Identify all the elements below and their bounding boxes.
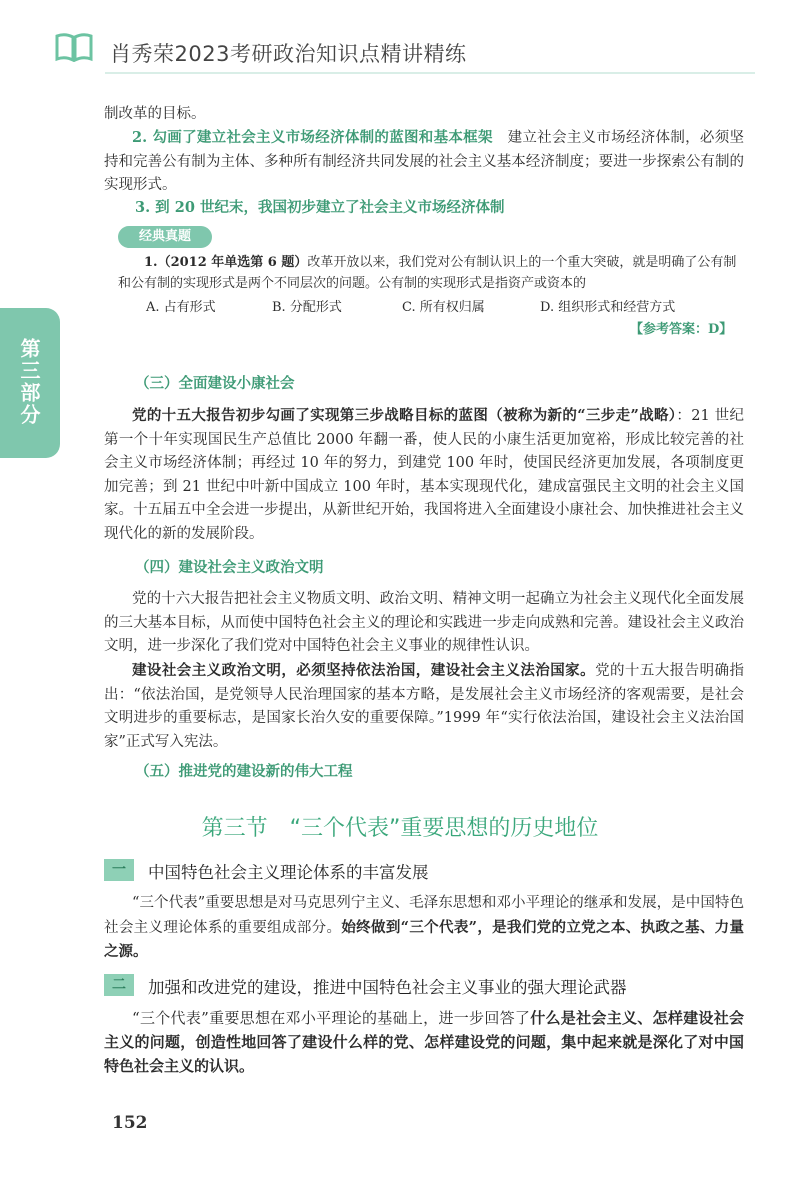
exam-source: 1.（2012 年单选第 6 题） (144, 255, 308, 270)
section-4-para-2-bold: 建设社会主义政治文明，必须坚持依法治国，建设社会主义法治国家。 (132, 662, 596, 679)
part-side-tab (0, 308, 60, 458)
section-3-lead: 党的十五大报告初步勾画了实现第三步战略目标的蓝图（被称为新的“三步走”战略） (132, 407, 677, 424)
open-book-icon (55, 32, 93, 62)
subsection-2-bold: 什么是社会主义、怎样建设社会主义的问题，创造性地回答了建设什么样的党、怎样建设党的问题，集中起来就是深化了对中国特色社会主义的认识。 (104, 1009, 744, 1075)
section-3-heading: （三）全面建设小康社会 (135, 375, 295, 392)
reference-answer: 【参考答案：D】 (630, 322, 733, 337)
section-4-para-1: 党的十六大报告把社会主义物质文明、政治文明、精神文明一起确立为社会主义现代化全面发展的三大基本目标，从而使中国特色社会主义的理论和实践进一步走向成熟和完善。建设社会主义政治文明，进一步深化了我们党对中国特色社会主义事业的规律性认识。 (104, 591, 744, 654)
point-2-title: 2. 勾画了建立社会主义市场经济体制的蓝图和基本框架 (132, 129, 493, 146)
section-3-body (104, 404, 744, 546)
section-4-para-2-text: 党的十五大报告明确指出：“依法治国，是党领导人民治理国家的基本方略，是发展社会主义市场经济的客观需要，是社会文明进步的重要标志，是国家长治久安的重要保障。”1999 年“实行依法治国，建设社会主义法治国家”正式写入宪法。 (104, 663, 744, 750)
option-a: A. 占有形式 (146, 300, 216, 315)
section-3-text: ：21 世纪第一个十年实现国民生产总值比 2000 年翻一番，使人民的小康生活更加宽裕，形成比较完善的社会主义市场经济体制；再经过 10 年的努力，到建党 100 年时，使国民经济更加发展，各项制度更加完善；到 21 世纪中叶新中国成立 100 年时，基本实现现代化，建成富强民主文明的社会主义国家。十五届五中全会进一步提出，从新世纪开始，我国将进入全面建设小康社会、加快推进社会主义现代化的新的发展阶段。 (104, 408, 744, 542)
subsection-1-number: 一 (104, 859, 134, 881)
page-header (0, 0, 800, 80)
point-2 (104, 126, 744, 198)
option-b: B. 分配形式 (272, 300, 342, 315)
book-title: 肖秀荣2023考研政治知识点精讲精练 (110, 42, 467, 66)
option-d: D. 组织形式和经营方式 (540, 300, 676, 315)
subsection-1-bold: 始终做到“三个代表”，是我们党的立党之本、执政之基、力量之源。 (104, 918, 744, 960)
point-2-body: 建立社会主义市场经济体制，必须坚持和完善公有制为主体、多种所有制经济共同发展的社会主义基本经济制度；要进一步探索公有制的实现形式。 (104, 130, 745, 193)
intro-text: 制改革的目标。 (104, 106, 206, 122)
classic-exam-badge: 经典真题 (118, 226, 212, 248)
page-number: 152 (112, 1113, 148, 1133)
subsection-1-body (104, 892, 744, 965)
section-title: 第三节 “三个代表”重要思想的历史地位 (201, 816, 599, 841)
option-c: C. 所有权归属 (402, 300, 485, 315)
subsection-2-body (104, 1006, 744, 1078)
subsection-2-header (104, 974, 754, 1000)
subsection-2-text: “三个代表”重要思想在邓小平理论的基础上，进一步回答了 (132, 1009, 531, 1027)
section-5-heading: （五）推进党的建设新的伟大工程 (135, 763, 353, 780)
subsection-2-number: 二 (104, 974, 134, 996)
header-divider (105, 72, 755, 74)
section-4-para-2 (104, 659, 744, 754)
section-4-heading: （四）建设社会主义政治文明 (135, 559, 324, 576)
point-3-title: 3. 到 20 世纪末，我国初步建立了社会主义市场经济体制 (135, 199, 505, 216)
subsection-2-title: 加强和改进党的建设，推进中国特色社会主义事业的强大理论武器 (148, 978, 627, 997)
subsection-1-header (104, 859, 744, 885)
exam-question (118, 252, 743, 294)
exam-question-text: 改革开放以来，我们党对公有制认识上的一个重大突破，就是明确了公有制和公有制的实现形式是两个不同层次的问题。公有制的实现形式是指资产或资本的 (118, 255, 737, 291)
subsection-1-text: “三个代表”重要思想是对马克思列宁主义、毛泽东思想和邓小平理论的继承和发展，是中国特色社会主义理论体系的重要组成部分。 (104, 895, 744, 936)
subsection-1-title: 中国特色社会主义理论体系的丰富发展 (148, 863, 429, 882)
part-label: 第三部分 (17, 338, 41, 426)
